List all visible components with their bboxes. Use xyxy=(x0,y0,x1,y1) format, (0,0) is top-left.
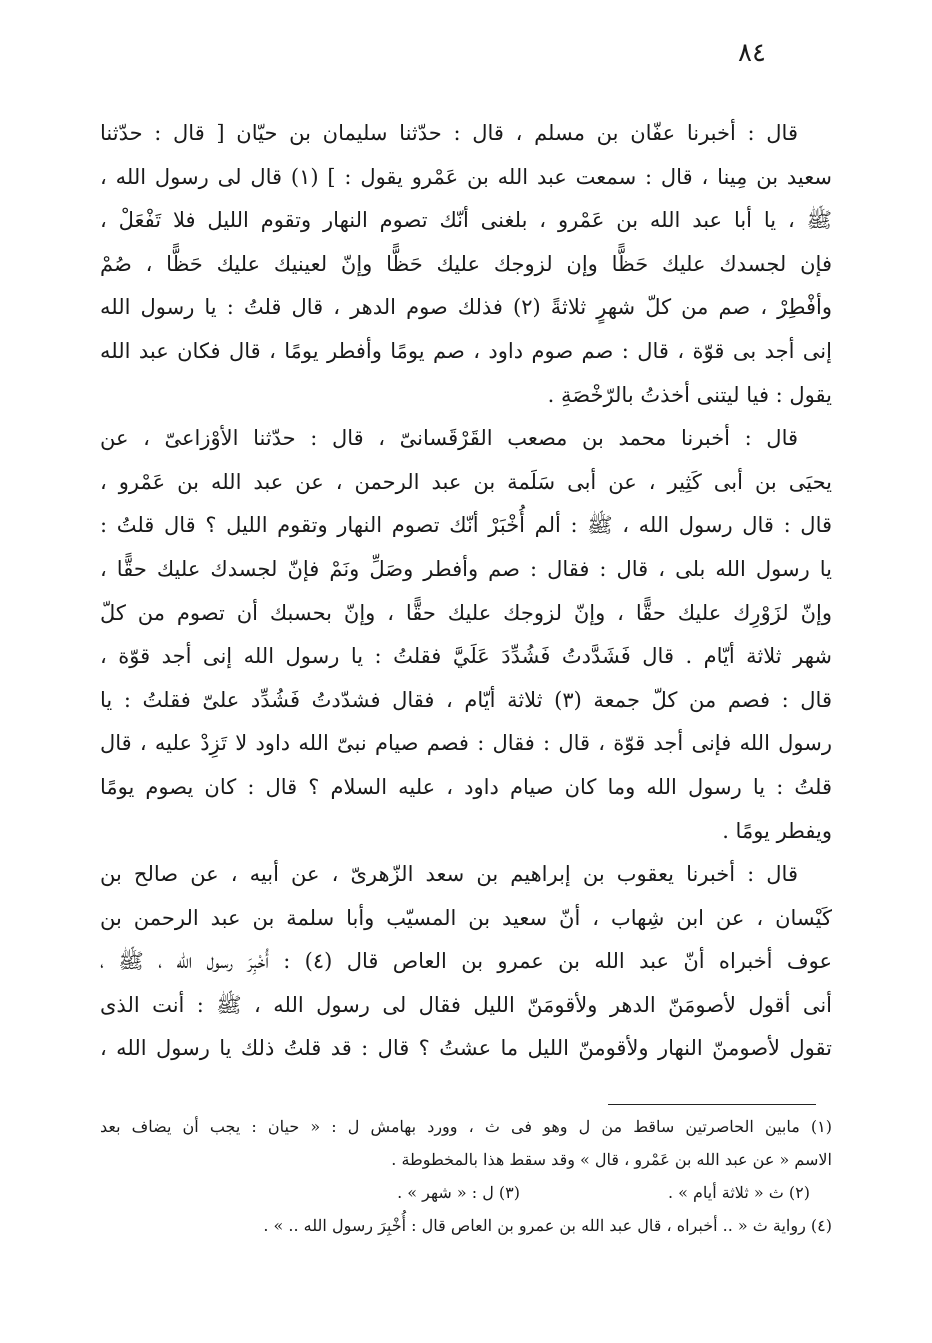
text-line: قال : أخبرنا عفّان بن مسلم ، قال : حدّثنا سليمان بن حيّان [ قال : حدّثنا xyxy=(100,121,798,145)
text-line: قال : أخبرنا محمد بن مصعب القَرْقَسانىّ ، قال : حدّثنا الأوْزاعىّ ، عن xyxy=(100,426,798,451)
text-line: وأفْطِرْ ، صم من كلّ شهرٍ ثلاثةً (٢) فذلك صوم الدهر ، قال قلتُ : يا رسول الله xyxy=(100,295,832,320)
footnote-1-line-1: (١) مابين الحاصرتين ساقط من ل وهو فى ث ، وورد بهامش ل : « حيان : يجب أن يضاف بعد xyxy=(100,1117,832,1136)
text-line: عوف أخبراه أنّ عبد الله بن عمرو بن العاص قال (٤) : أُخْبِرَ رسول الله ، ﷺ ، xyxy=(100,949,832,974)
text-line: يحيَى بن أبى كَثِير ، عن أبى سَلَمة بن عبد الرحمن ، عن عبد الله بن عَمْرو ، xyxy=(100,469,832,494)
page-number: ٨٤ xyxy=(738,38,766,68)
text-line: يا رسول الله بلى ، قال : فقال : صم وأفطر وصَلِّ ونَمْ فإنّ لجسدك عليك حقًّا ، xyxy=(100,556,832,581)
footnote-divider xyxy=(608,1104,816,1105)
text-line: قال : أخبرنا يعقوب بن إبراهيم بن سعد الزّهرىّ ، عن أبيه ، عن صالح بن xyxy=(100,862,798,887)
text-line: ويفطر يومًا . xyxy=(722,818,832,843)
text-line: قال : فصم من كلّ جمعة (٣) ثلاثة أيّام ، فقال فشدّدتُ فَشُدِّد علىّ فقلتُ : يا xyxy=(100,687,832,712)
footnote-4: (٤) رواية ث « .. أخبراه ، قال عبد الله بن عمرو بن العاص قال : أُخْبِرَ رسول الله .. » . xyxy=(263,1216,832,1235)
text-line: فإن لجسدك عليك حَظًّا وإن لزوجك عليك حَظًّا وإنّ لعينيك عليك حَظًّا ، صُمْ xyxy=(100,251,832,276)
text-line: شهر ثلاثة أيّام . قال فَشَدَّدتُ فَشُدِّدَ عَلَيَّ فقلتُ : يا رسول الله إنى أجد قوّة ، xyxy=(100,644,832,669)
text-line: ﷺ ، يا أبا عبد الله بن عَمْرو ، بلغنى أنّك تصوم النهار وتقوم الليل فلا تَفْعَلْ ، xyxy=(100,208,832,233)
text-line: وإنّ لزَوْرِك عليك حقًّا ، وإنّ لزوجك عليك حقًّا ، وإنّ بحسبك أن تصوم من كلّ xyxy=(100,600,832,625)
footnote-row xyxy=(100,1176,832,1209)
footnotes xyxy=(100,1110,832,1242)
footnote-3: (٣) ل : « شهر » . xyxy=(397,1183,520,1202)
main-text xyxy=(100,112,832,1071)
text-line: رسول الله فإنى أجد قوّة ، قال : فقال : فصم صيام نبىّ الله داود لا تَزِدْ عليه ، قال xyxy=(100,731,832,756)
text-line: يقول : فيا ليتنى أخذتُ بالرّخْصَةِ . xyxy=(547,382,832,407)
text-line: قال : قال رسول الله ، ﷺ : ألم أُخْبَرْ أنّك تصوم النهار وتقوم الليل ؟ قال قلتُ : xyxy=(100,513,832,538)
footnote-2: (٢) ث « ثلاثة أيام » . xyxy=(667,1183,810,1202)
text-line: أنى أقول لأصومَنّ الدهر ولأقومَنّ الليل فقال لى رسول الله ، ﷺ : أنت الذى xyxy=(100,992,832,1017)
text-line: كَيْسان ، عن ابن شِهاب ، أنّ سعيد بن المسيّب وأبا سلمة بن عبد الرحمن بن xyxy=(100,905,832,930)
footnote-1-line-2: الاسم « عن عبد الله بن عَمْرو ، قال » وقد سقط هذا بالمخطوطة . xyxy=(391,1150,832,1169)
text-line: قلتُ : يا رسول الله وما كان صيام داود ، عليه السلام ؟ قال : كان يصوم يومًا xyxy=(100,774,832,799)
text-line: إنى أجد بى قوّة ، قال : صم صوم داود ، صم يومًا وأفطر يومًا ، قال فكان عبد الله xyxy=(100,338,832,363)
text-line: تقول لأصومنّ النهار ولأقومنّ الليل ما عشتُ ؟ قال : قد قلتُ ذلك يا رسول الله ، xyxy=(100,1036,832,1061)
text-line: سعيد بن مِينا ، قال : سمعت عبد الله بن عَمْرو يقول : ] (١) قال لى رسول الله ، xyxy=(100,164,832,189)
